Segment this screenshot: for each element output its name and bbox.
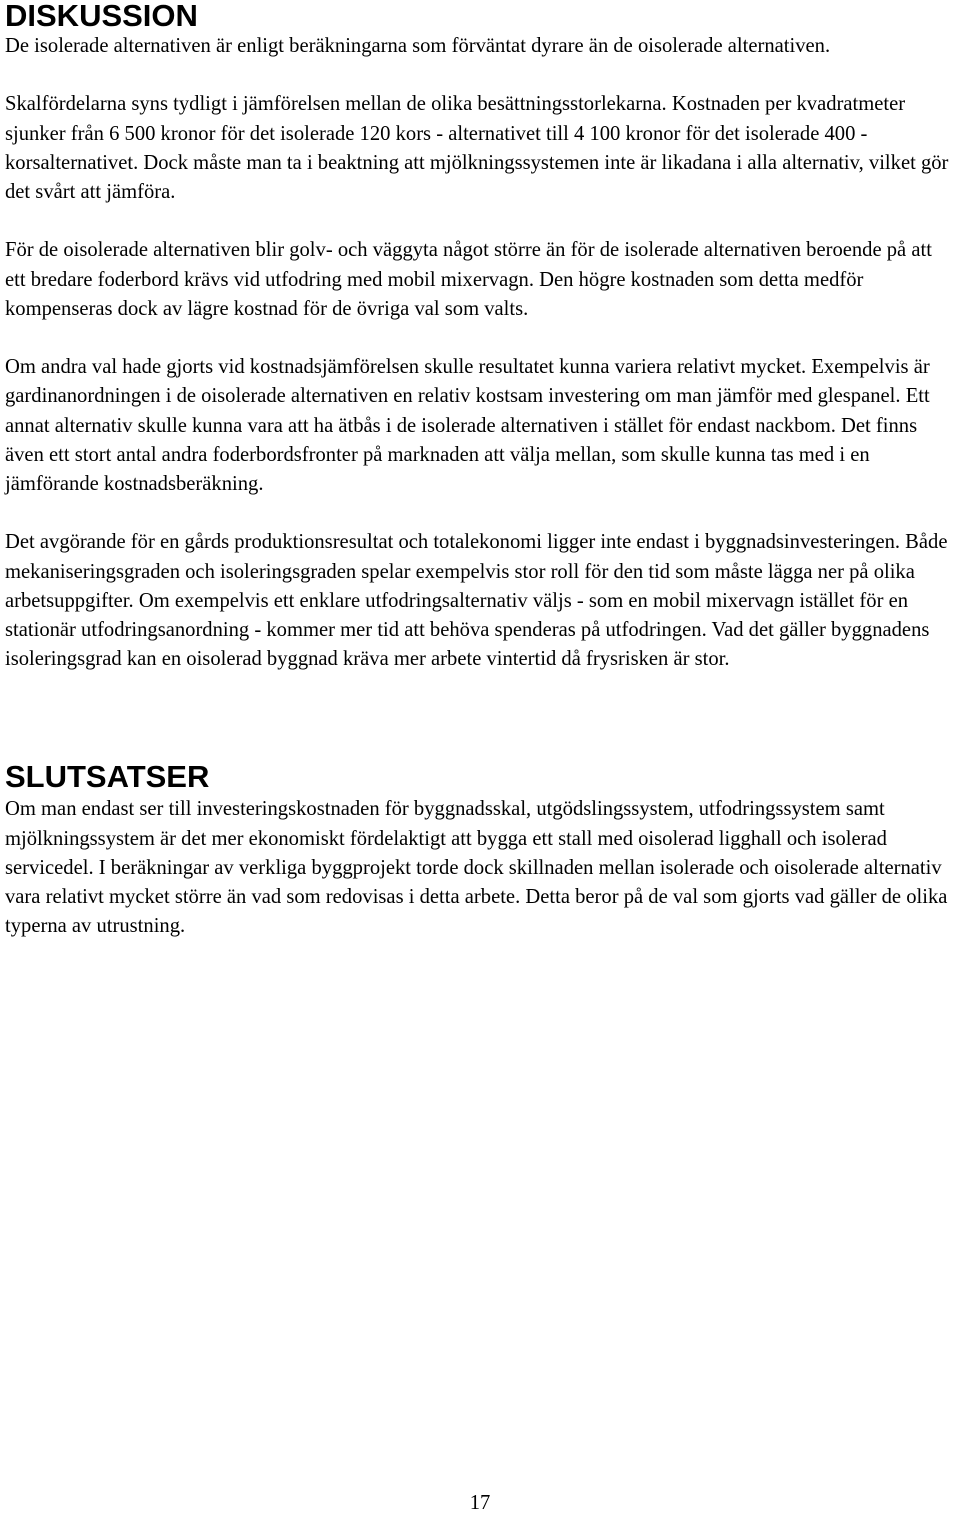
discussion-paragraph-4: Om andra val hade gjorts vid kostnadsjämförelsen skulle resultatet kunna variera relativt mycket. Exempelvis är gardinanordningen i de oisolerade alternativen en relativ kostsam investering om man jämför med glespanel. Ett annat alternativ skulle kunna vara att ha ätbås i de isolerade alternativen i stället för endast nackbom. Det finns även ett stort antal andra foderbordsfronter på marknaden att välja mellan, som skulle kunna tas med i en jämförande kostnadsberäkning. [5, 356, 930, 495]
section-discussion [5, 0, 957, 674]
discussion-paragraph-1: De isolerade alternativen är enligt beräkningarna som förväntat dyrare än de oisolerade alternativen. [5, 35, 831, 57]
discussion-paragraph-2: Skalfördelarna syns tydligt i jämförelsen mellan de olika besättningsstorlekarna. Kostnaden per kvadratmeter sjunker från 6 500 kronor för det isolerade 120 kors - alternativet till 4 100 kronor för det isolerade 400 - korsalternativet. Dock måste man ta i beaktning att mjölkningssystemen inte är likadana i alla alternativ, vilket gör det svårt att jämföra. [5, 93, 949, 203]
section-conclusions [5, 761, 957, 941]
heading-discussion: DISKUSSION [5, 0, 198, 33]
conclusions-paragraph-1: Om man endast ser till investeringskostnaden för byggnadsskal, utgödslingssystem, utfodringssystem samt mjölkningssystem är det mer ekonomiskt fördelaktigt att bygga ett stall med oisolerad ligghall och isolerad servicedel. I beräkningar av verkliga byggprojekt torde dock skillnaden mellan isolerade och oisolerade alternativ vara relativt mycket större än vad som redovisas i detta arbete. Detta beror på de val som gjorts vad gäller de olika typerna av utrustning. [5, 798, 948, 938]
discussion-paragraph-3: För de oisolerade alternativen blir golv- och väggyta något större än för de isolerade alternativen beroende på att ett bredare foderbord krävs vid utfodring med mobil mixervagn. Den högre kostnaden som detta medför kompenseras dock av lägre kostnad för de övriga val som valts. [5, 239, 932, 320]
document-page [5, 0, 957, 941]
discussion-paragraph-5: Det avgörande för en gårds produktionsresultat och totalekonomi ligger inte endast i byggnadsinvesteringen. Både mekaniseringsgraden och isoleringsgraden spelar exempelvis stor roll för den tid som måste lägga ner på olika arbetsuppgifter. Om exempelvis ett enklare utfodringsalternativ väljs - som en mobil mixervagn istället för en stationär utfodringsanordning - kommer mer tid att behöva spenderas på utfodringen. Vad det gäller byggnadens isoleringsgrad kan en oisolerad byggnad kräva mer arbete vintertid då frysrisken är stor. [5, 531, 948, 671]
page-number: 17 [469, 1492, 491, 1514]
heading-conclusions: SLUTSATSER [5, 759, 210, 795]
